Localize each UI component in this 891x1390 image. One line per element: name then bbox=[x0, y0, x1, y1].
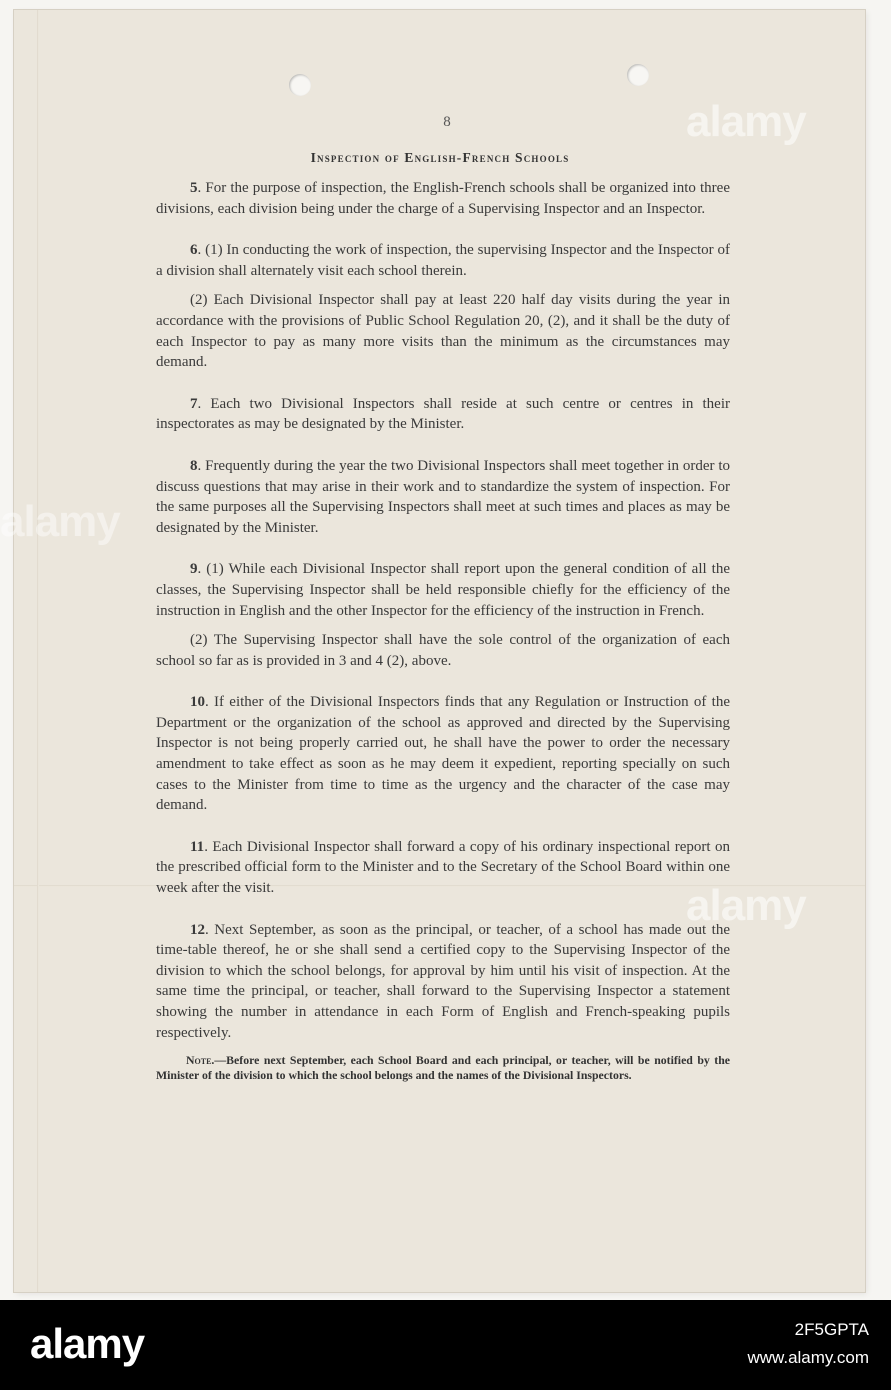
note-label: Note. bbox=[186, 1053, 215, 1068]
paragraph-10 bbox=[156, 692, 730, 816]
section-heading: Inspection of English-French Schools bbox=[310, 150, 570, 165]
page-number: 8 bbox=[443, 114, 451, 130]
watermark-logo: alamy bbox=[686, 97, 806, 146]
paragraph-text: . Each Divisional Inspector shall forward a copy of his ordinary inspectional report on the prescribed official form to the Minister and to the Secretary of the School Board within one week after the visit. bbox=[156, 838, 730, 897]
paragraph-7 bbox=[156, 394, 730, 435]
section-number: 11 bbox=[190, 838, 205, 855]
note-text: —Before next September, each School Board and each principal, or teacher, will be notified by the Minister of the division to which the school belongs and the names of the Divisional Inspectors. bbox=[156, 1053, 730, 1083]
paragraph-8 bbox=[156, 456, 730, 538]
site-url-label: www.alamy.com bbox=[747, 1348, 869, 1367]
section-number: 7 bbox=[190, 395, 198, 412]
document-body bbox=[156, 178, 730, 1083]
paragraph-text: . Next September, as soon as the principal, or teacher, of a school has made out the time-table thereof, he or she shall send a certified copy to the Supervising Inspector of the division to which the school belongs, for approval by him until his visit of inspection. At the same time the principal, or teacher, shall forward to the Supervising Inspector a statement showing the number in attendance in each Form of English and French-speaking pupils respectively. bbox=[156, 921, 730, 1041]
section-number: 5 bbox=[190, 180, 198, 196]
paragraph-text: . If either of the Divisional Inspectors finds that any Regulation or Instruction of the Department or the organization of the school as approved and directed by the Supervising Inspector is not being properly carried out, he shall have the power to order the necessary amendment to take effect as soon as he may deem it expedient, reporting specially on such cases to the Minister from time to time as the urgency and the character of the case may demand. bbox=[156, 694, 730, 814]
watermark-logo: alamy bbox=[686, 881, 806, 930]
paragraph-text: . Frequently during the year the two Divisional Inspectors shall meet together in order to discuss questions that may arise in their work and to standardize the system of inspection. For the same purposes all the Supervising Inspectors shall meet at such times and places as may be designated by the Minister. bbox=[156, 457, 730, 536]
paragraph-text: . For the purpose of inspection, the English-French schools shall be organized into three divisions, each division being under the charge of a Supervising Inspector and an Inspector. bbox=[156, 180, 730, 217]
paragraph-text: . Each two Divisional Inspectors shall reside at such centre or centres in their inspectorates as may be designated by the Minister. bbox=[156, 395, 730, 433]
paragraph-9-2 bbox=[156, 630, 730, 671]
paragraph-11 bbox=[156, 837, 730, 899]
alamy-logo: alamy bbox=[30, 1320, 145, 1367]
paragraph-text: . (1) In conducting the work of inspection, the supervising Inspector and the Inspector of a division shall alternately visit each school therein. bbox=[156, 242, 730, 279]
punch-hole-left bbox=[289, 74, 311, 96]
paragraph-12 bbox=[156, 920, 730, 1044]
paragraph-text: (2) The Supervising Inspector shall have the sole control of the organization of each school so far as is provided in 3 and 4 (2), above. bbox=[156, 632, 730, 669]
section-number: 6 bbox=[190, 242, 198, 259]
paragraph-6-2 bbox=[156, 290, 730, 372]
paragraph-5 bbox=[156, 178, 730, 219]
section-number: 12 bbox=[190, 921, 205, 938]
stock-footer-bar bbox=[0, 1300, 891, 1390]
paragraph-6-1 bbox=[156, 240, 730, 281]
paragraph-9-1 bbox=[156, 559, 730, 621]
note bbox=[156, 1053, 730, 1083]
section-number: 10 bbox=[190, 694, 205, 711]
image-id-label: 2F5GPTA bbox=[794, 1320, 869, 1339]
section-number: 9 bbox=[190, 561, 198, 578]
paragraph-text: . (1) While each Divisional Inspector shall report upon the general condition of all the classes, the Supervising Inspector shall be held responsible chiefly for the efficiency of the instruction in English and the other Inspector for the efficiency of the instruction in French. bbox=[156, 561, 730, 619]
punch-hole-right bbox=[627, 64, 649, 86]
paragraph-text: (2) Each Divisional Inspector shall pay at least 220 half day visits during the year in accordance with the provisions of Public School Regulation 20, (2), and it shall be the duty of each Inspector to pay as many more visits than the minimum as the circumstances may demand. bbox=[156, 292, 730, 371]
watermark-logo: alamy bbox=[0, 497, 120, 546]
vertical-fold-line bbox=[37, 10, 39, 1292]
section-number: 8 bbox=[190, 457, 198, 474]
